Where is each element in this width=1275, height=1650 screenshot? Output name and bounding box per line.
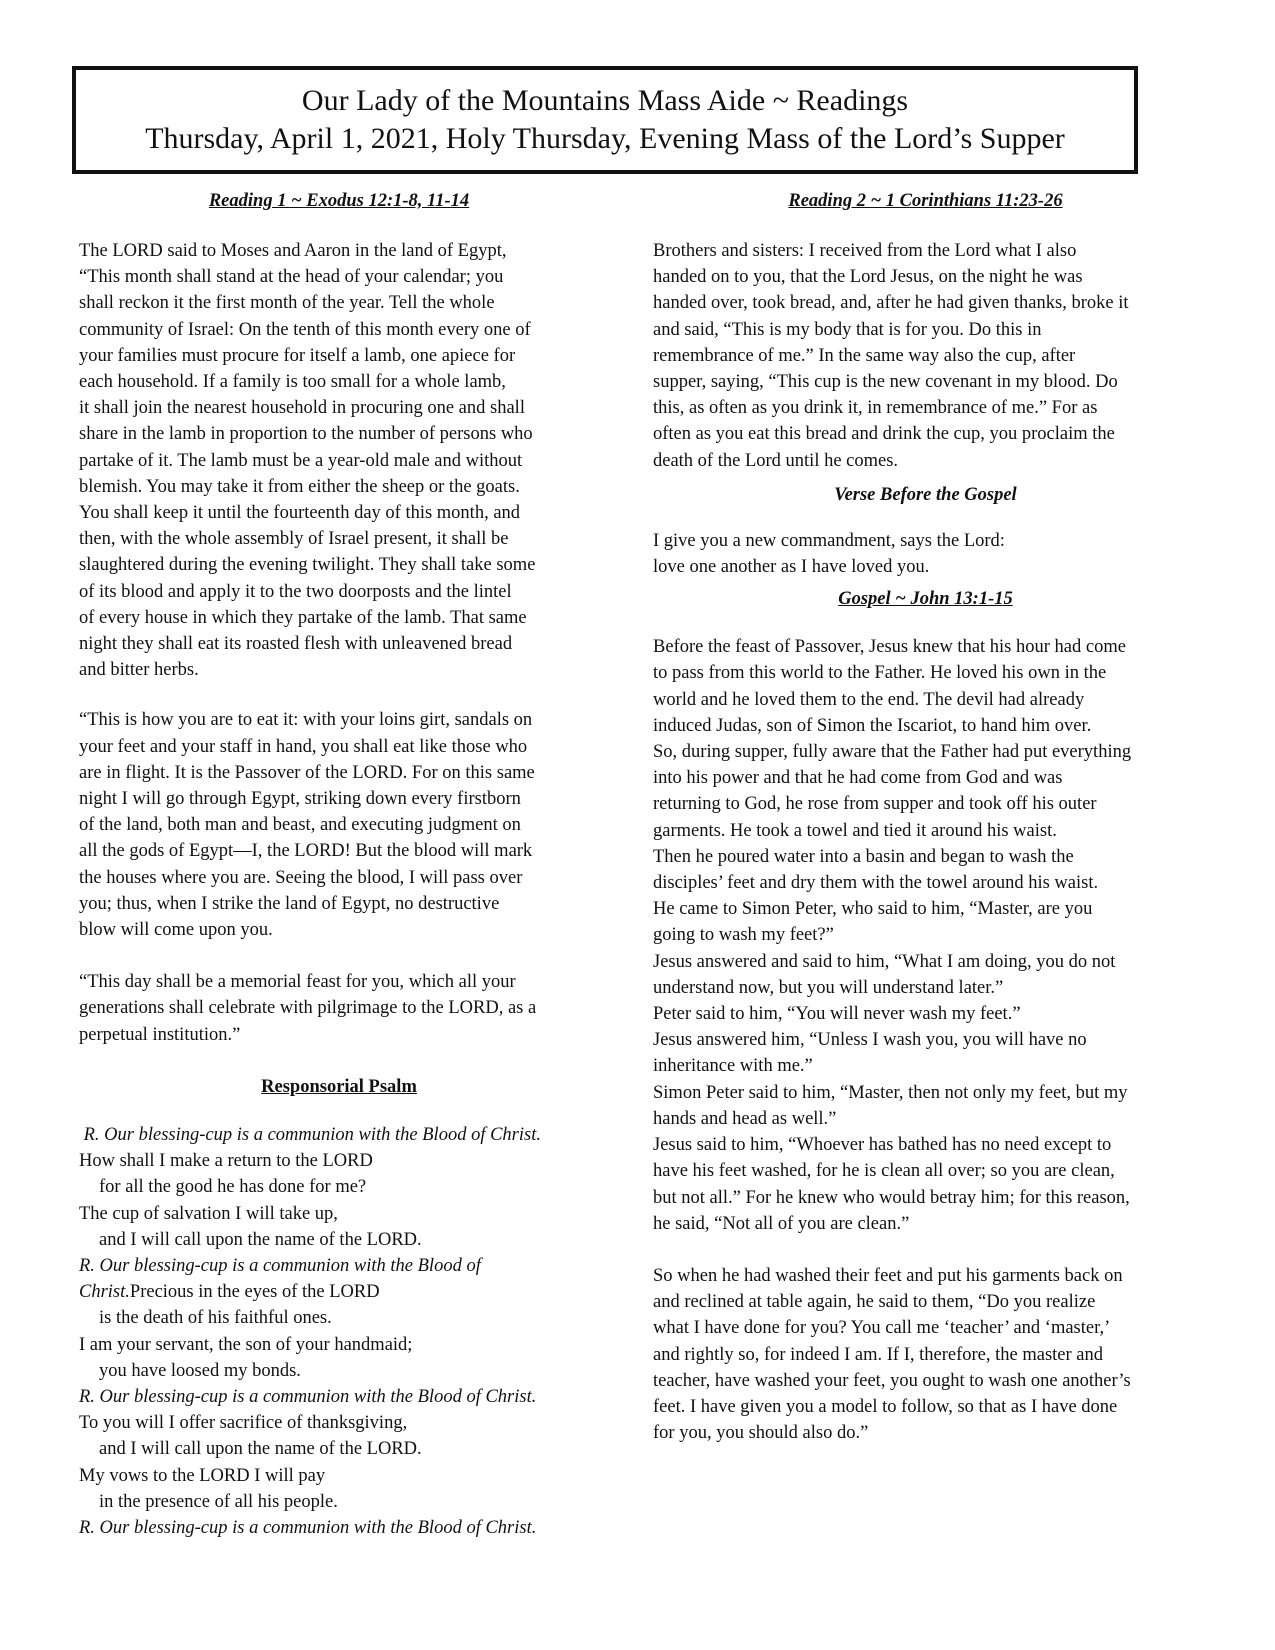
- reading1-paragraph-2: “This is how you are to eat it: with your loins girt, sandals on your feet and your staff in hand, you shall eat like those who are in flight. It is the Passover of the LORD. For on this same night I will go through Egypt, striking down every firstborn of the land, both man and beast, and executing judgment on all the gods of Egypt—I, the LORD! But the blood will mark the houses where you are. Seeing the blood, I will pass over you; thus, when I strike the land of Egypt, no destructive blow will come upon you.: [79, 710, 535, 941]
- reading1-paragraph-3: “This day shall be a memorial feast for you, which all your generations shall celebrate with pilgrimage to the LORD, as a perpetual institution.”: [79, 972, 537, 1045]
- psalm-response: R. Our blessing-cup is a communion with the Blood of: [79, 1255, 481, 1276]
- psalm-line: is the death of his faithful ones.: [99, 1308, 332, 1329]
- psalm-line: you have loosed my bonds.: [99, 1360, 301, 1381]
- psalm-line: My vows to the LORD I will pay: [79, 1465, 326, 1486]
- verse-text: I give you a new commandment, says the Lord: love one another as I have loved you.: [653, 530, 1005, 578]
- page-title: Our Lady of the Mountains Mass Aide ~ Readings: [301, 84, 909, 117]
- psalm-line: and I will call upon the name of the LORD.: [99, 1229, 422, 1250]
- psalm-response: R. Our blessing-cup is a communion with the Blood of Christ.: [79, 1517, 537, 1538]
- reading1-heading: Reading 1 ~ Exodus 12:1-8, 11-14: [208, 191, 470, 211]
- psalm-response: R. Our blessing-cup is a communion with the Blood of Christ.: [79, 1386, 537, 1407]
- header-box: [72, 66, 1138, 174]
- psalm-line: and I will call upon the name of the LORD.: [99, 1439, 422, 1460]
- gospel-paragraph-1: Before the feast of Passover, Jesus knew that his hour had come to pass from this world to the Father. He loved his own in the world and he loved them to the end. The devil had already induced Judas, son of Simon the Iscariot, to hand him over. So, during supper, fully aware that the Father had put everything into his power and that he had come from God and was returning to God, he rose from supper and took off his outer garments. He took a towel and tied it around his waist. Then he poured water into a basin and began to wash the disciples’ feet and dry them with the towel around his waist. He came to Simon Peter, who said to him, “Master, are you going to wash my feet?” Jesus answered and said to him, “What I am doing, you do not understand now, but you will understand later.” Peter said to him, “You will never wash my feet.” Jesus answered him, “Unless I wash you, you will have no inheritance with me.” Simon Peter said to him, “Master, then not only my feet, but my hands and head as well.” Jesus said to him, “Whoever has bathed has no need except to have his feet washed, for he is clean all over; so you are clean, but not all.” For he knew who would betray him; for this reason, he said, “Not all of you are clean.”: [653, 637, 1132, 1234]
- right-column: [653, 188, 1198, 1446]
- psalm-body: [79, 1122, 599, 1541]
- psalm-line: in the presence of all his people.: [99, 1491, 338, 1512]
- gospel-heading: Gospel ~ John 13:1-15: [838, 589, 1013, 610]
- psalm-line: for all the good he has done for me?: [99, 1177, 367, 1198]
- psalm-line: How shall I make a return to the LORD: [79, 1151, 373, 1172]
- verse-heading: Verse Before the Gospel: [834, 484, 1017, 505]
- gospel-paragraph-2: So when he had washed their feet and put his garments back on and reclined at table again, he said to them, “Do you realize what I have done for you? You call me ‘teacher’ and ‘master,’ and rightly so, for indeed I am. If I, therefore, the master and teacher, have washed your feet, you ought to wash one another’s feet. I have given you a model to follow, so that as I have done for you, you should also do.”: [653, 1265, 1131, 1444]
- psalm-line: The cup of salvation I will take up,: [79, 1203, 338, 1224]
- psalm-line: To you will I offer sacrifice of thanksgiving,: [79, 1413, 408, 1434]
- psalm-line: I am your servant, the son of your handmaid;: [79, 1334, 413, 1355]
- psalm-line: Precious in the eyes of the LORD: [129, 1282, 380, 1303]
- psalm-response: Christ.: [79, 1282, 130, 1303]
- page-subtitle: Thursday, April 1, 2021, Holy Thursday, Evening Mass of the Lord’s Supper: [145, 122, 1065, 155]
- reading2-heading: Reading 2 ~ 1 Corinthians 11:23-26: [788, 191, 1063, 211]
- left-column: [79, 188, 599, 1541]
- reading2-paragraph: Brothers and sisters: I received from the Lord what I also handed on to you, that the Lord Jesus, on the night he was handed over, took bread, and, after he had given thanks, broke it and said, “This is my body that is for you. Do this in remembrance of me.” In the same way also the cup, after supper, saying, “This cup is the new covenant in my blood. Do this, as often as you drink it, in remembrance of me.” For as often as you eat this bread and drink the cup, you proclaim the death of the Lord until he comes.: [653, 241, 1129, 471]
- psalm-response: R. Our blessing-cup is a communion with the Blood of Christ.: [79, 1124, 541, 1145]
- reading1-paragraph-1: The LORD said to Moses and Aaron in the land of Egypt, “This month shall stand at the head of your calendar; you shall reckon it the first month of the year. Tell the whole community of Israel: On the tenth of this month every one of your families must procure for itself a lamb, one apiece for each household. If a family is too small for a whole lamb, it shall join the nearest household in procuring one and shall share in the lamb in proportion to the number of persons who partake of it. The lamb must be a year-old male and without blemish. You may take it from either the sheep or the goats. You shall keep it until the fourteenth day of this month, and then, with the whole assembly of Israel present, it shall be slaughtered during the evening twilight. They shall take some of its blood and apply it to the two doorposts and the lintel of every house in which they partake of the lamb. That same night they shall eat its roasted flesh with unleavened bread and bitter herbs.: [79, 241, 536, 681]
- psalm-heading: Responsorial Psalm: [261, 1076, 417, 1097]
